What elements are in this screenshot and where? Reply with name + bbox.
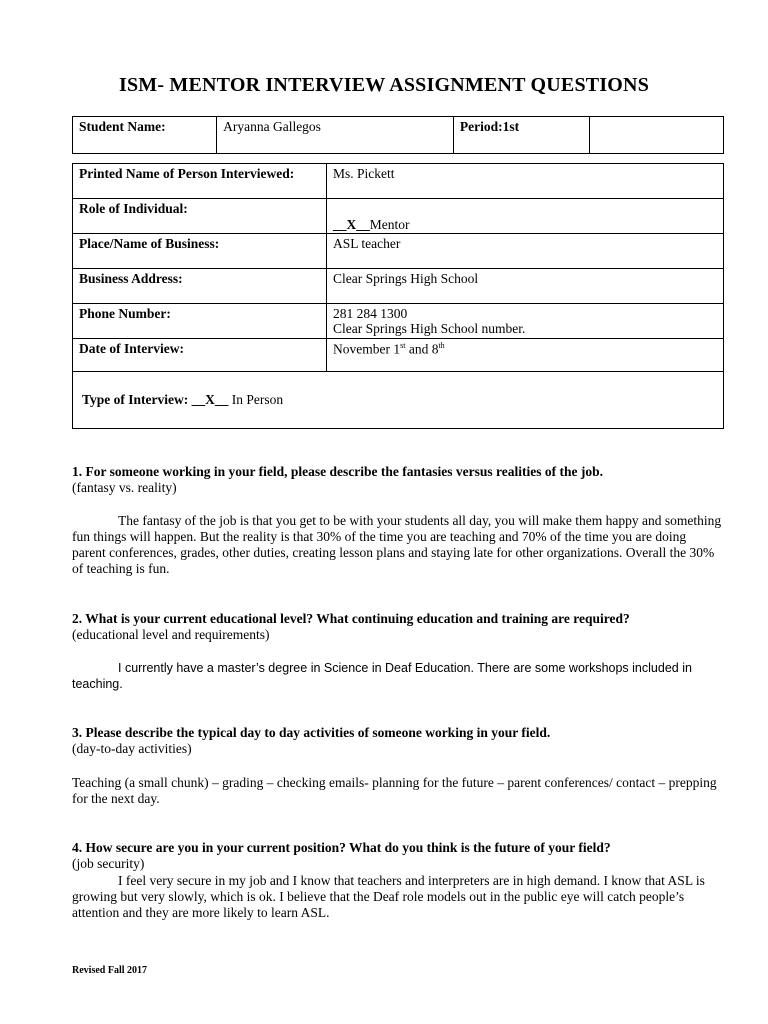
address-label: Business Address: [73, 269, 327, 304]
empty-cell [589, 117, 723, 154]
question-3: 3. Please describe the typical day to day activities of someone working in your field. [72, 725, 551, 740]
phone-label: Phone Number: [73, 304, 327, 339]
question-4-hint: (job security) [72, 856, 145, 871]
role-label: Role of Individual: [73, 199, 327, 234]
student-name-label: Student Name: [73, 117, 217, 154]
type-mark: __X__ [191, 392, 229, 407]
question-1: 1. For someone working in your field, please describe the fantasies versus realities of the job. [72, 464, 603, 479]
interviewee-value: Ms. Pickett [327, 164, 724, 199]
answer-2: I currently have a master’s degree in Science in Deaf Education. There are some workshops included in teaching. [72, 661, 692, 691]
date-label: Date of Interview: [73, 339, 327, 372]
question-2: 2. What is your current educational level? What continuing education and training are required? [72, 611, 630, 626]
student-name-value: Aryanna Gallegos [217, 117, 454, 154]
interviewee-label: Printed Name of Person Interviewed: [73, 164, 327, 199]
question-4: 4. How secure are you in your current position? What do you think is the future of your field? [72, 840, 611, 855]
role-value: __X__Mentor [327, 199, 724, 234]
interview-type: Type of Interview: __X__ In Person [73, 372, 724, 429]
interview-info-table [72, 163, 724, 429]
date-value: November 1st and 8th [327, 339, 724, 372]
footer-revision: Revised Fall 2017 [72, 965, 147, 976]
period-cell: Period:1st [453, 117, 589, 154]
answer-3: Teaching (a small chunk) – grading – checking emails- planning for the future – parent conferences/ contact – prepping for the next day. [72, 775, 717, 806]
business-label: Place/Name of Business: [73, 234, 327, 269]
page-title: ISM- MENTOR INTERVIEW ASSIGNMENT QUESTIONS [118, 74, 650, 96]
role-mark: __X__ [333, 217, 370, 232]
student-table [72, 116, 724, 154]
business-value: ASL teacher [327, 234, 724, 269]
answer-1: The fantasy of the job is that you get to be with your students all day, you will make them happy and something fun things will happen. But the reality is that 30% of the time you are teaching and 70% of the time you are doing parent conferences, grades, other duties, creating lesson plans and staying late for other organizations. Overall the 30% of teaching is fun. [72, 513, 722, 576]
phone-value: 281 284 1300 Clear Springs High School number. [327, 304, 724, 339]
question-1-hint: (fantasy vs. reality) [72, 480, 177, 495]
question-3-hint: (day-to-day activities) [72, 741, 192, 756]
address-value: Clear Springs High School [327, 269, 724, 304]
question-2-hint: (educational level and requirements) [72, 627, 270, 642]
answer-4: I feel very secure in my job and I know that teachers and interpreters are in high demand. I know that ASL is growing but very slowly, which is ok. I believe that the Deaf role models out in the public eye will catch people’s attention and they are more likely to learn ASL. [72, 873, 705, 920]
